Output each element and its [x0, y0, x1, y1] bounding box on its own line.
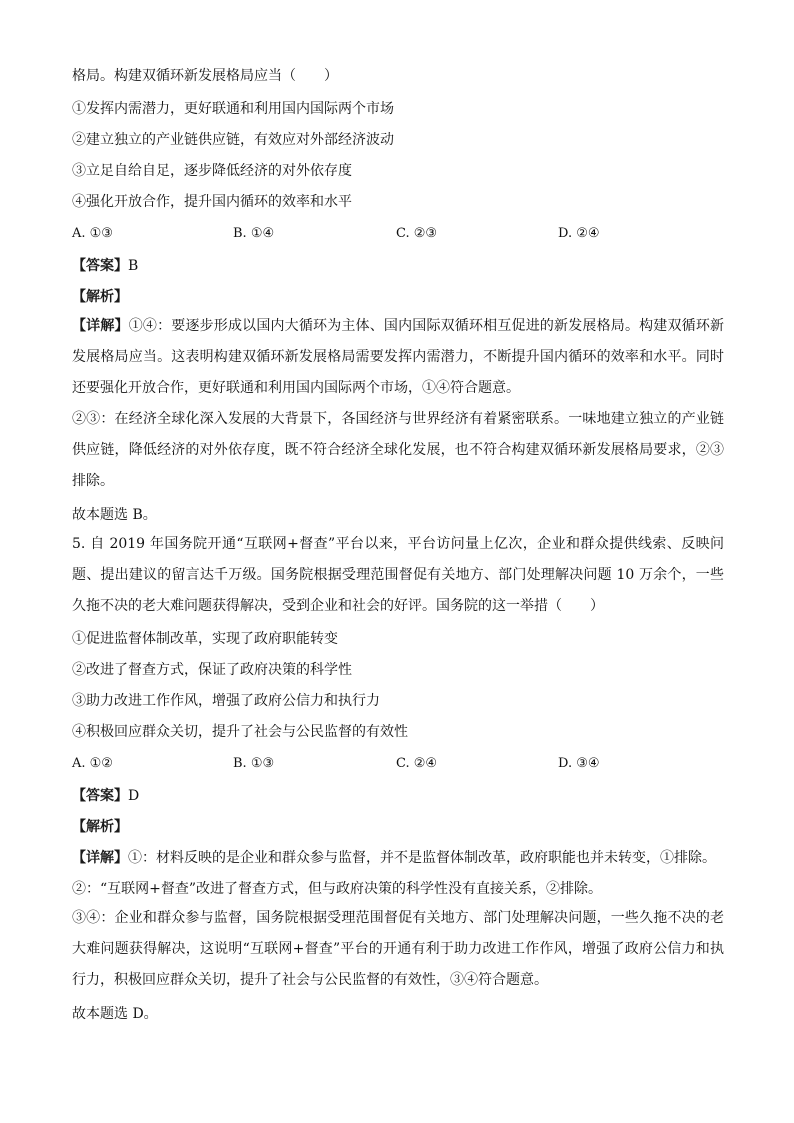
q4-item-4: ④强化开放合作，提升国内循环的效率和水平	[72, 194, 352, 210]
detail-tag: 【详解】	[72, 850, 128, 866]
q5-option-d: D. ③④	[558, 756, 600, 771]
q4-option-b: B. ①④	[233, 226, 275, 241]
q4-para-1-text: ①④：要逐步形成以国内大循环为主体、国内国际双循环相互促进的新发展格局。构建双循环新发展格局应当。这表明构建双循环新发展格局需要发挥内需潜力，不断提升国内循环的效率和水平。同时还要强化开放合作，更好联通和利用国内国际两个市场，①④符合题意。	[72, 318, 725, 396]
q5-option-b: B. ①③	[233, 756, 275, 771]
q5-detail-para-2: ②：“互联网+督查”改进了督查方式，但与政府决策的科学性没有直接关系，②排除。	[72, 881, 603, 897]
q4-option-d: D. ②④	[558, 226, 600, 241]
q4-item-1: ①发挥内需潜力，更好联通和利用国内国际两个市场	[72, 101, 394, 117]
analysis-tag: 【解析】	[72, 289, 128, 305]
q4-stem-tail: 格局。构建双循环新发展格局应当（ ）	[72, 68, 338, 84]
q4-answer-line	[72, 257, 138, 275]
q4-option-c: C. ②③	[396, 226, 438, 241]
analysis-tag: 【解析】	[72, 819, 128, 835]
q4-option-a: A. ①③	[72, 226, 113, 241]
q5-para-1-text: ①：材料反映的是企业和群众参与监督，并不是监督体制改革，政府职能也并未转变，①排除。	[128, 850, 716, 866]
detail-tag: 【详解】	[72, 318, 129, 334]
q4-analysis-tag	[72, 288, 128, 306]
q5-analysis-tag	[72, 818, 128, 836]
q4-detail-para-1	[72, 311, 724, 404]
q4-detail-para-2: ②③：在经济全球化深入发展的大背景下，各国经济与世界经济有着紧密联系。一味地建立独立的产业链供应链，降低经济的对外依存度，既不符合经济全球化发展，也不符合构建双循环新发展格局要求，②③排除。	[72, 411, 724, 489]
q5-item-4: ④积极回应群众关切，提升了社会与公民监督的有效性	[72, 724, 408, 740]
q4-answer: B	[128, 258, 139, 274]
q5-detail-para-1	[72, 849, 716, 867]
q5-detail-para-3: ③④：企业和群众参与监督，国务院根据受理范围督促有关地方、部门处理解决问题，一些久拖不决的老大难问题获得解决，这说明“互联网+督查”平台的开通有利于助力改进工作作风，增强了政府公信力和执行力，积极回应群众关切，提升了社会与公民监督的有效性，③④符合题意。	[72, 910, 724, 988]
q5-stem: 5. 自 2019 年国务院开通“互联网+督查”平台以来，平台访问量上亿次，企业和群众提供线索、反映问题、提出建议的留言达千万级。国务院根据受理范围督促有关地方、部门处理解决问题 10 万余个，一些久拖不决的老大难问题获得解决，受到企业和社会的好评。国务院的这一举措（ ）	[72, 536, 724, 614]
q4-item-3: ③立足自给自足，逐步降低经济的对外依存度	[72, 163, 352, 179]
answer-tag: 【答案】	[72, 258, 128, 274]
q5-item-2: ②改进了督查方式，保证了政府决策的科学性	[72, 662, 352, 678]
q5-item-3: ③助力改进工作作风，增强了政府公信力和执行力	[72, 693, 380, 709]
q5-item-1: ①促进监督体制改革，实现了政府职能转变	[72, 631, 338, 647]
q5-option-c: C. ②④	[396, 756, 438, 771]
q5-conclusion: 故本题选 D。	[72, 1006, 158, 1022]
q5-answer: D	[128, 788, 140, 804]
q5-option-a: A. ①②	[72, 756, 113, 771]
q5-answer-line	[72, 787, 139, 805]
answer-tag: 【答案】	[72, 788, 128, 804]
q4-item-2: ②建立独立的产业链供应链，有效应对外部经济波动	[72, 132, 394, 148]
q4-conclusion: 故本题选 B。	[72, 507, 157, 523]
